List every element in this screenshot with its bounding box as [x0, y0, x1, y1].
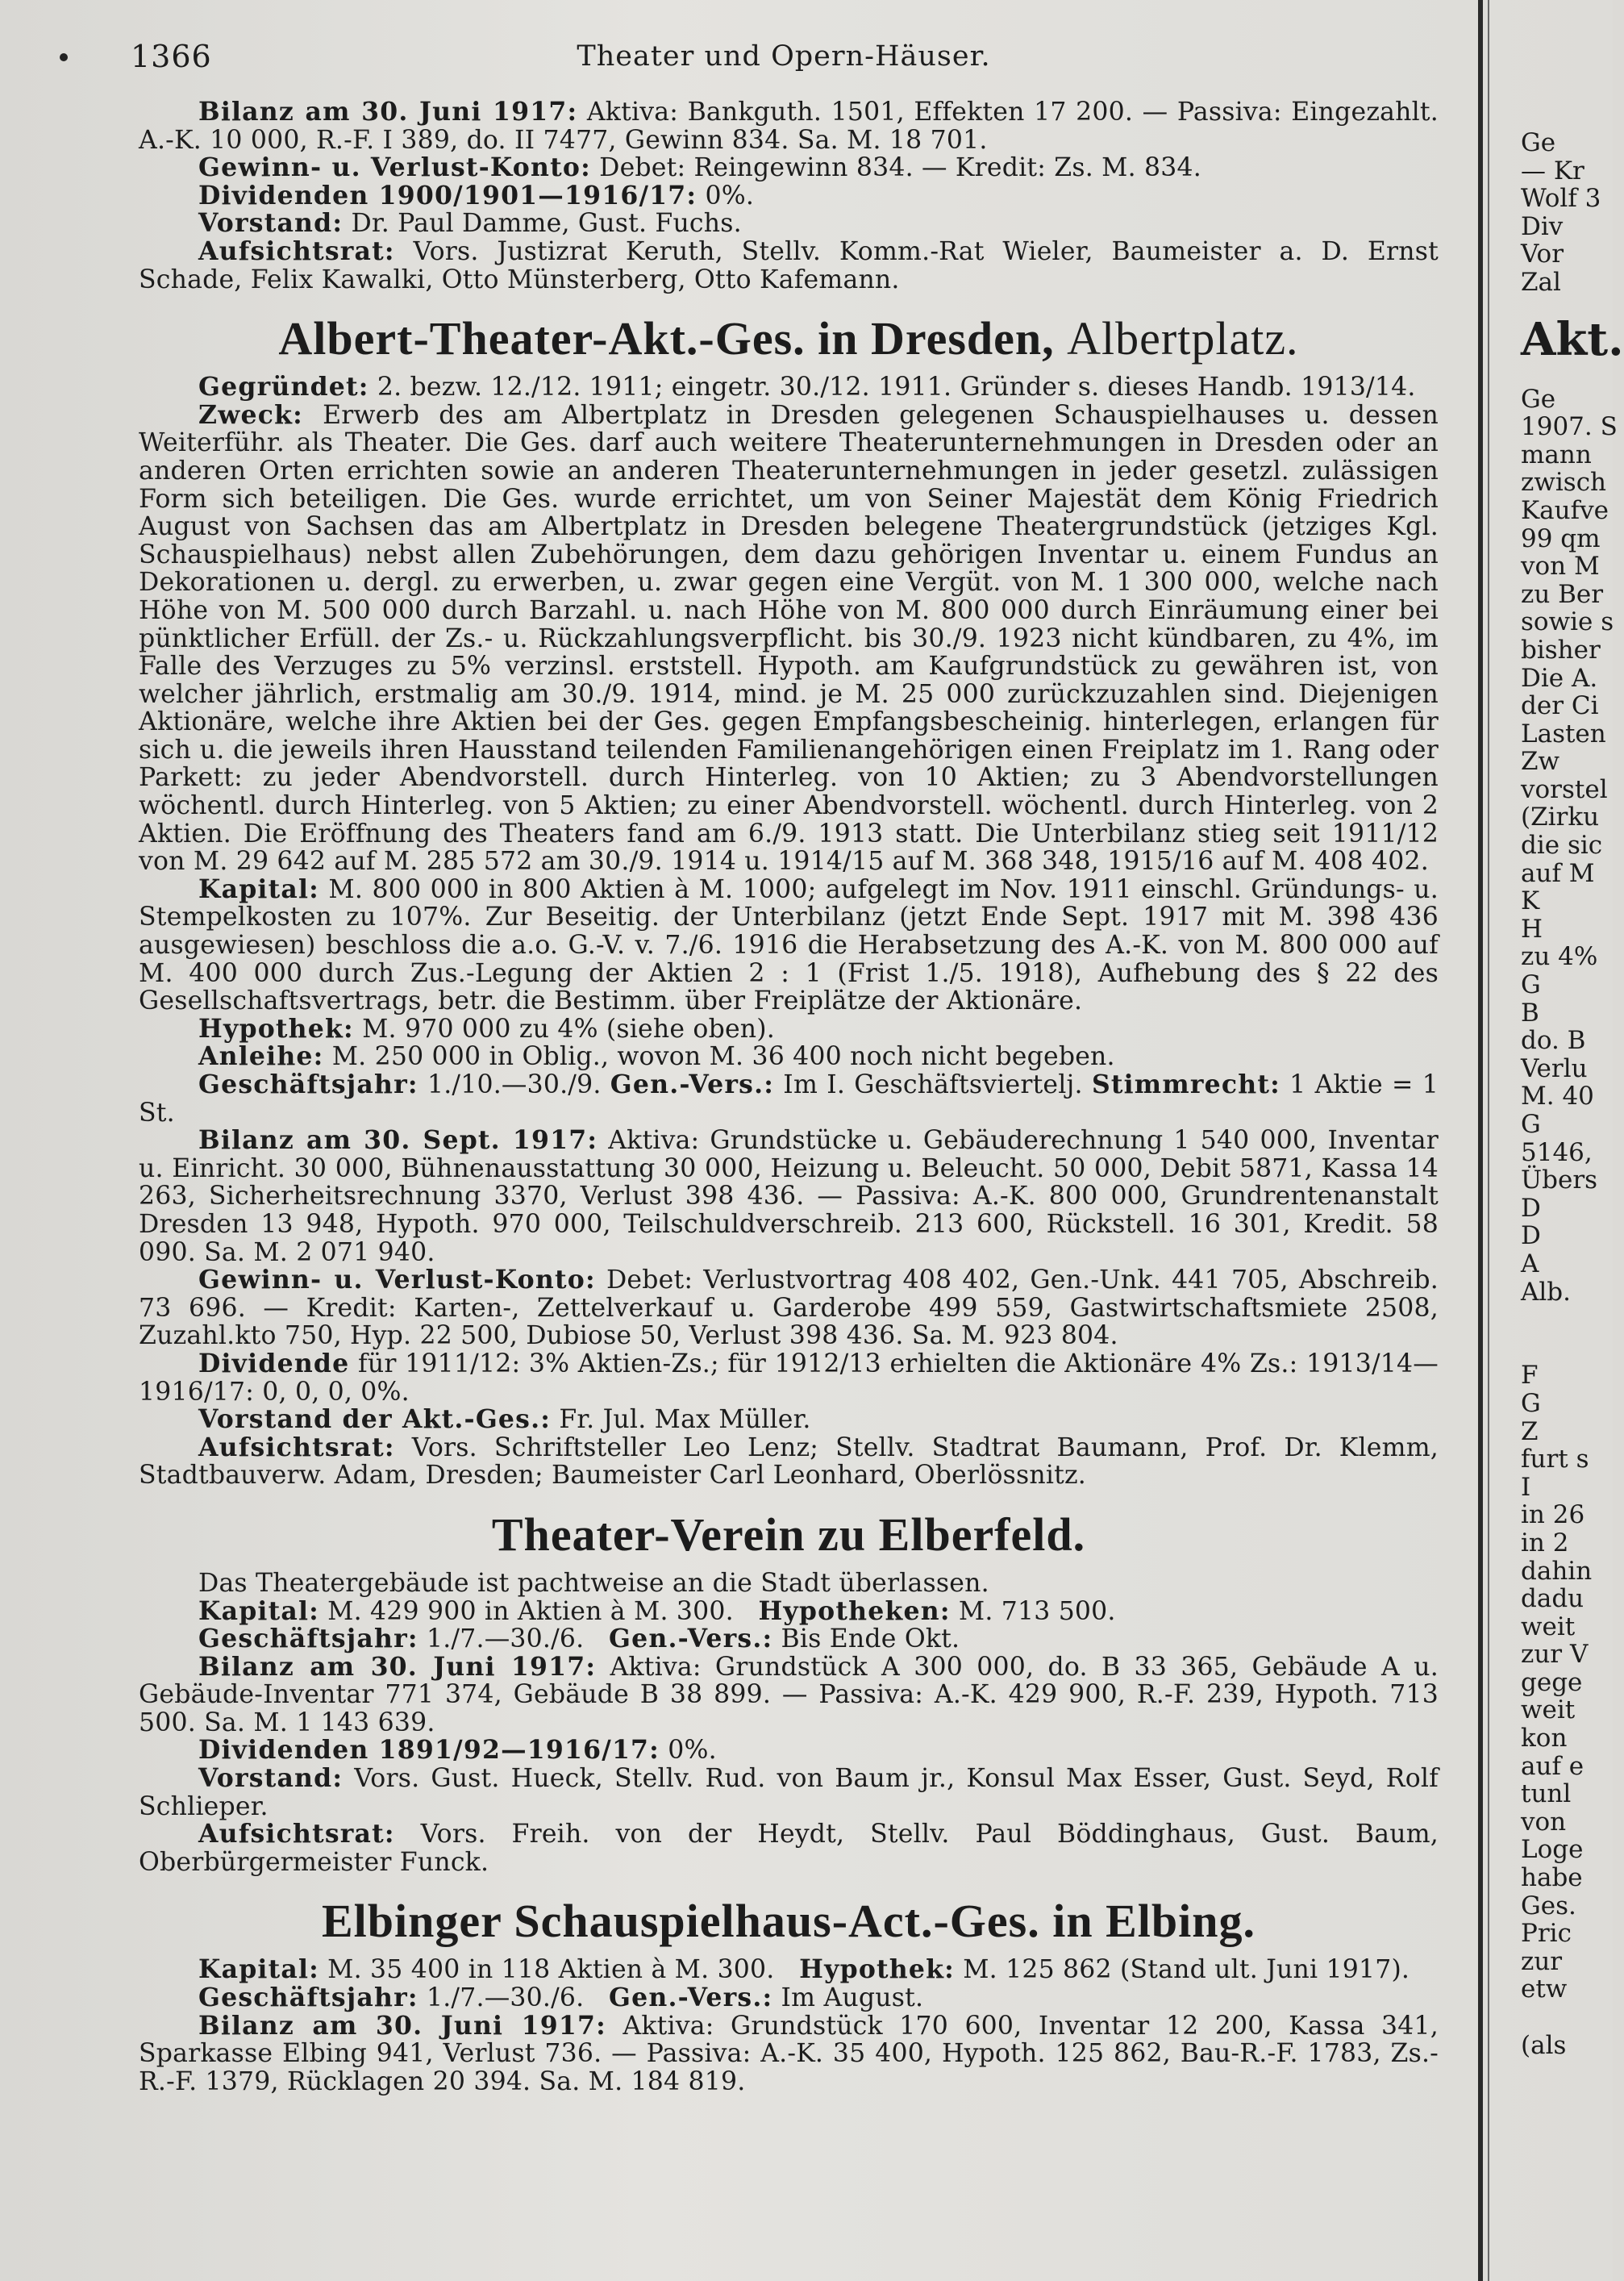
bilanz-para: Bilanz am 30. Juni 1917: Aktiva: Grundstück A 300 000, do. B 33 365, Gebäude A u. Gebäude-Inventar 771 374, Gebäude B 38 899. — Passiva: A.-K. 429 900, R.-F. 239, Hypoth. 713 500. Sa. M. 1 143 639. — [139, 1651, 1439, 1737]
fragment-line: Zal — [1521, 267, 1561, 297]
dividend-para: Dividenden 1891/92—1916/17: 0%. — [198, 1735, 717, 1766]
fragment-heading: Akt. — [1521, 312, 1624, 366]
bullet-mark — [60, 53, 68, 61]
aufsichtsrat-para: Aufsichtsrat: Vors. Freih. von der Heydt, Stellv. Paul Böddinghaus, Gust. Baum, Oberbürgermeister Funck. — [139, 1819, 1439, 1877]
bilanz-para: Bilanz am 30. Sept. 1917: Aktiva: Grundstücke u. Gebäuderechnung 1 540 000, Inventar u. Einricht. 30 000, Bühnenausstattung 30 000, Heizung u. Beleucht. 50 000, Debit 5871, Kassa 14 263, Sicherheitsrechnung 3370, Verlust 398 436. — Passiva: A.-K. 800 000, Grundrentenanstalt Dresden 13 948, Hypoth. 970 000, Teilschuldverschreib. 213 600, Rückstell. 16 301, Kredit. 58 090. Sa. M. 2 071 940. — [139, 1125, 1439, 1267]
anleihe-para: Anleihe: M. 250 000 in Oblig., wovon M. 36 400 noch nicht begeben. — [198, 1041, 1115, 1072]
fragment-line: Lasten — [1521, 719, 1606, 749]
fragment-line: M. 40 — [1521, 1082, 1594, 1111]
fragment-line: kon — [1521, 1724, 1568, 1753]
fragment-line: G — [1521, 970, 1541, 1000]
fragment-line: Übers — [1521, 1166, 1598, 1195]
page-number: 1366 — [131, 39, 212, 74]
fragment-line: Verlu — [1521, 1053, 1588, 1083]
fragment-line: Div — [1521, 211, 1564, 241]
fragment-line: Alb. — [1521, 1277, 1571, 1307]
fragment-line: zwisch — [1521, 468, 1607, 498]
fragment-line: Die A. — [1521, 663, 1598, 693]
kapital-para: Kapital: M. 800 000 in 800 Aktien à M. 1000; aufgelegt im Nov. 1911 einschl. Gründungs- u. Stempelkosten zu 107%. Zur Beseitig. der Unterbilanz (jetzt Ende Sept. 1917 mit M. 398 436 ausgewiesen) beschloss die a.o. G.-V. v. 7./6. 1916 die Herabsetzung des A.-K. von M. 800 000 auf M. 400 000 durch Zus.-Legung der Aktien 2 : 1 (Frist 1./5. 1918), Aufhebung des § 22 des Gesellschaftsvertrags, betr. die Bestimm. über Freiplätze der Aktionäre. — [139, 874, 1439, 1016]
fragment-line: von — [1521, 1807, 1567, 1837]
fragment-line: vorstel — [1521, 774, 1608, 804]
page-header — [131, 39, 1437, 87]
fragment-line: F — [1521, 1361, 1539, 1391]
fragment-line: gege — [1521, 1667, 1583, 1697]
fragment-line: etw — [1521, 1975, 1568, 2004]
fragment-line: zur V — [1521, 1640, 1589, 1670]
geschaeftsjahr-para: Geschäftsjahr: 1./7.—30./6. Gen.-Vers.: Bis Ende Okt. — [198, 1624, 960, 1654]
adjacent-page-fragment — [1521, 128, 1624, 2060]
fragment-line: auf M — [1521, 858, 1595, 888]
fragment-line: D — [1521, 1221, 1541, 1251]
fragment-line: habe — [1521, 1863, 1583, 1893]
geschaeftsjahr-para: Geschäftsjahr: 1./10.—30./9. Gen.-Vers.: Im I. Geschäftsviertelj. Stimmrecht: 1 Aktie = 1 St. — [139, 1070, 1439, 1128]
main-column — [139, 98, 1439, 2095]
aufsichtsrat-para: Aufsichtsrat: Vors. Justizrat Keruth, Stellv. Komm.-Rat Wieler, Baumeister a. D. Ernst Schade, Felix Kawalki, Otto Münsterberg, Otto Kafemann. — [139, 236, 1439, 294]
fragment-line: bisher — [1521, 635, 1601, 665]
fragment-line: Vor — [1521, 240, 1564, 269]
running-head: Theater und Opern-Häuser. — [577, 40, 991, 73]
fragment-line: weit — [1521, 1695, 1576, 1725]
fragment-line: furt s — [1521, 1445, 1589, 1474]
fragment-line: Zw — [1521, 747, 1560, 777]
dividend-para: Dividenden 1900/1901—1916/17: 0%. — [198, 180, 755, 211]
fragment-line: zu 4% — [1521, 942, 1598, 972]
fragment-line: — Kr — [1521, 156, 1584, 186]
fragment-line: 5146, — [1521, 1137, 1593, 1167]
zweck-para: Zweck: Erwerb des am Albertplatz in Dresden gelegenen Schauspielhauses u. dessen Weiterführ. als Theater. Die Ges. darf auch weitere Theaterunternehmungen in Dresden oder an anderen Orten errichten sowie an anderen Theaterunternehmungen in jeder gesetzl. zulässigen Form sich beteiligen. Die Ges. wurde errichtet, um von Seiner Majestät dem König Friedrich August von Sachsen das am Albertplatz in Dresden belegene Theatergrundstück (jetziges Kgl. Schauspielhaus) nebst allen Zubehörungen, dem dazu gehörigen Inventar u. einem Fundus an Dekorationen u. dergl. zu erwerben, u. zwar gegen eine Vergüt. von M. 1 300 000, welche nach Höhe von M. 500 000 durch Barzahl. u. nach Höhe von M. 800 000 durch Einräumung einer bei pünktlicher Erfüll. der Zs.- u. Rückzahlungsverpflicht. bis 30./9. 1923 nicht kündbaren, zu 4%, im Falle des Verzuges zu 5% verzinsl. erststell. Hypoth. am Kaufgrundstück zu gewähren ist, von welcher jährlich, erstmalig am 30./9. 1914, mind. je M. 25 000 zurückzuzahlen sind. Diejenigen Aktionäre, welche ihre Aktien bei der Ges. gegen Empfangsbescheinig. hinterlegen, erlangen für sich u. die jeweils ihren Hausstand teilenden Familienangehörigen einen Freiplatz im 1. Rang oder Parkett: zu jeder Abendvorstell. durch Hinterleg. von 10 Aktien; zu 3 Abendvorstellungen wöchentl. durch Hinterleg. von 5 Aktien; zu einer Abendvorstell. wöchentl. durch Hinterleg. von 2 Aktien. Die Eröffnung des Theaters fand am 6./9. 1913 statt. Die Unterbilanz stieg seit 1911/12 von M. 29 642 auf M. 285 572 am 30./9. 1914 u. 1914/15 auf M. 368 348, 1915/16 auf M. 408 402. — [139, 399, 1439, 877]
fragment-line: A — [1521, 1249, 1539, 1278]
fragment-line: Loge — [1521, 1835, 1584, 1865]
fragment-line — [1521, 1334, 1613, 1362]
fragment-line: do. B — [1521, 1026, 1586, 1056]
fragment-line: zur — [1521, 1946, 1563, 1976]
entry-albert-theater — [139, 311, 1439, 1490]
entry-title: Elbinger Schauspielhaus-Act.-Ges. in Elbing. — [321, 1895, 1256, 1948]
fragment-line: Kaufve — [1521, 495, 1609, 525]
fragment-line: K — [1521, 886, 1540, 916]
column-gutter-rule — [1478, 0, 1483, 2281]
entry-theater-verein-elberfeld — [139, 1507, 1439, 1877]
kapital-para: Kapital: M. 429 900 in Aktien à M. 300. Hypotheken: M. 713 500. — [198, 1595, 1116, 1626]
fragment-line: tunl — [1521, 1779, 1572, 1809]
fragment-line: 99 qm — [1521, 523, 1601, 553]
entry-title: Theater-Verein zu Elberfeld. — [491, 1507, 1086, 1561]
vorstand-para: Vorstand der Akt.-Ges.: Fr. Jul. Max Müller. — [198, 1404, 811, 1435]
aufsichtsrat-para: Aufsichtsrat: Vors. Schriftsteller Leo Lenz; Stellv. Stadtrat Baumann, Prof. Dr. Klemm, Stadtbauverw. Adam, Dresden; Baumeister Carl Leonhard, Oberlössnitz. — [139, 1432, 1439, 1491]
fragment-line: Ges. — [1521, 1891, 1576, 1920]
fragment-line: sowie s — [1521, 607, 1614, 637]
fragment-line: zu Ber — [1521, 579, 1604, 609]
fragment-line: Wolf 3 — [1521, 184, 1601, 214]
bilanz-para: Bilanz am 30. Juni 1917: Aktiva: Bankguth. 1501, Effekten 17 200. — Passiva: Eingezahlt. A.-K. 10 000, R.-F. I 389, do. II 7477, Gewinn 834. Sa. M. 18 701. — [139, 97, 1439, 155]
fragment-line — [1521, 2004, 1613, 2032]
entry-elbinger-schauspielhaus — [139, 1894, 1439, 2095]
guv-para: Gewinn- u. Verlust-Konto: Debet: Verlustvortrag 408 402, Gen.-Unk. 441 705, Abschreib. 73 696. — Kredit: Karten-, Zettelverkauf u. Garderobe 499 559, Gastwirtschaftsmiete 2508, Zuzahl.kto 750, Hyp. 22 500, Dubiose 50, Verlust 398 436. Sa. M. 923 804. — [139, 1265, 1439, 1351]
dividend-para: Dividende für 1911/12: 3% Aktien-Zs.; für 1912/13 erhielten die Aktionäre 4% Zs.: 1913/14—1916/17: 0, 0, 0, 0%. — [139, 1348, 1439, 1407]
fragment-line: Ge — [1521, 128, 1556, 157]
geschaeftsjahr-para: Geschäftsjahr: 1./7.—30./6. Gen.-Vers.: Im August. — [198, 1983, 924, 2013]
fragment-line: 1907. S — [1521, 412, 1618, 442]
kapital-para: Kapital: M. 35 400 in 118 Aktien à M. 300. Hypothek: M. 125 862 (Stand ult. Juni 1917). — [198, 1954, 1410, 1985]
fragment-line — [1521, 1306, 1613, 1334]
fragment-line: H — [1521, 914, 1543, 944]
vorstand-para: Vorstand: Dr. Paul Damme, Gust. Fuchs. — [198, 208, 742, 239]
fragment-line: dadu — [1521, 1584, 1584, 1614]
bilanz-para: Bilanz am 30. Juni 1917: Aktiva: Grundstück 170 600, Inventar 12 200, Kassa 341, Sparkasse Elbing 941, Verlust 736. — Passiva: A.-K. 35 400, Hypoth. 125 862, Bau-R.-F. 1783, Zs.-R.-F. 1379, Rücklagen 20 394. Sa. M. 184 819. — [139, 2010, 1439, 2096]
fragment-line: weit — [1521, 1612, 1576, 1641]
fragment-line: auf e — [1521, 1751, 1584, 1781]
column-gutter-rule-thin — [1488, 0, 1489, 2281]
fragment-line: Z — [1521, 1416, 1539, 1446]
fragment-line: I — [1521, 1472, 1531, 1502]
intro-para: Das Theatergebäude ist pachtweise an die Stadt überlassen. — [198, 1568, 989, 1598]
fragment-line: dahin — [1521, 1556, 1593, 1586]
entry-title: Albert-Theater-Akt.-Ges. in Dresden, Albertplatz. — [278, 312, 1299, 365]
fragment-line: der Ci — [1521, 691, 1599, 721]
fragment-line: in 2 — [1521, 1528, 1569, 1558]
vorstand-para: Vorstand: Vors. Gust. Hueck, Stellv. Rud. von Baum jr., Konsul Max Esser, Gust. Seyd, Rolf Schlieper. — [139, 1763, 1439, 1821]
fragment-line: D — [1521, 1193, 1541, 1223]
fragment-line: in 26 — [1521, 1500, 1585, 1530]
fragment-line: mann — [1521, 440, 1592, 469]
fragment-line: (als — [1521, 2030, 1567, 2060]
fragment-line: die sic — [1521, 831, 1603, 861]
fragment-line: von M — [1521, 552, 1600, 582]
fragment-line: G — [1521, 1110, 1541, 1139]
fragment-line: (Zirku — [1521, 803, 1600, 832]
fragment-line: B — [1521, 998, 1539, 1028]
hypothek-para: Hypothek: M. 970 000 zu 4% (siehe oben). — [198, 1013, 775, 1044]
gegruendet-para: Gegründet: 2. bezw. 12./12. 1911; eingetr. 30./12. 1911. Gründer s. dieses Handb. 1913/14. — [198, 372, 1416, 402]
fragment-line: G — [1521, 1388, 1541, 1418]
entry-continued — [139, 98, 1439, 294]
fragment-line: Pric — [1521, 1919, 1572, 1949]
fragment-line: Ge — [1521, 384, 1556, 414]
guv-para: Gewinn- u. Verlust-Konto: Debet: Reingewinn 834. — Kredit: Zs. M. 834. — [198, 152, 1201, 183]
